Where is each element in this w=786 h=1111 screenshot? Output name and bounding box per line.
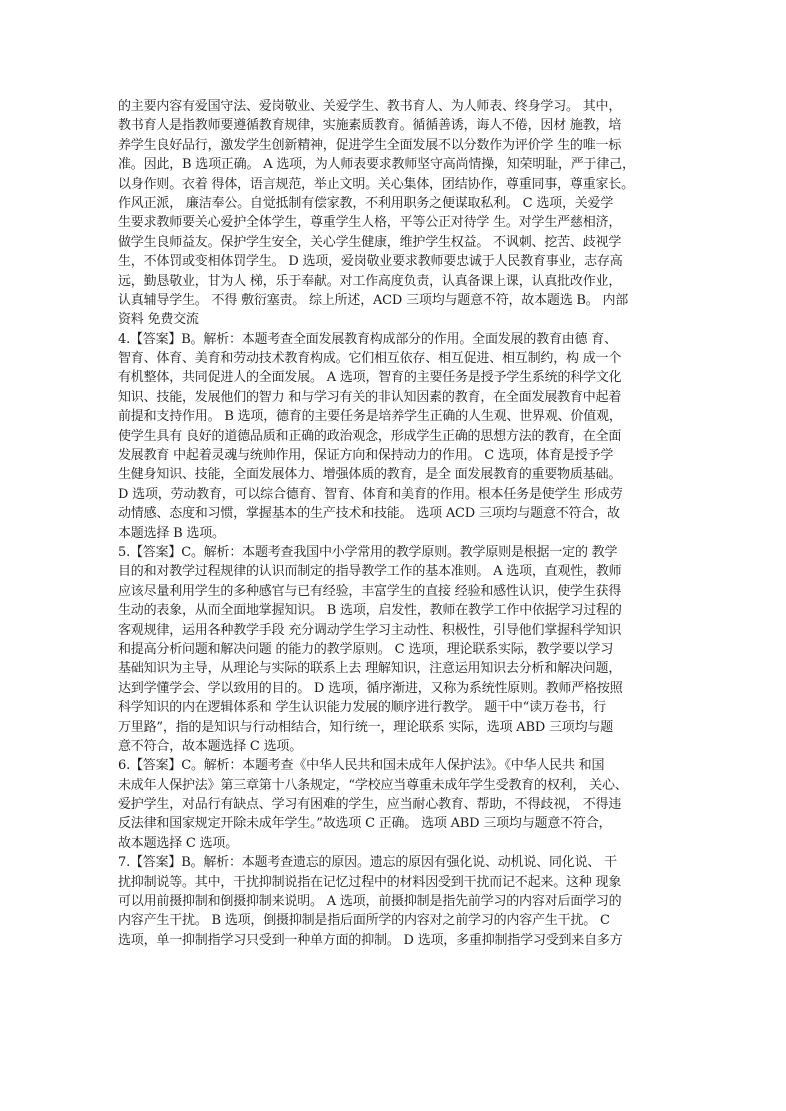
text-line: 生，不体罚或变相体罚学生。 D 选项，爱岗敬业要求教师要忠诚于人民教育事业，志存高 (118, 254, 623, 270)
text-line: 6.【答案】C。解析：本题考查《中华人民共和国未成年人保护法》。《中华人民共 和国 (118, 758, 605, 774)
text-line: 以身作则。衣着 得体，语言规范，举止文明。关心集体，团结协作，尊重同事，尊重家长。 (118, 176, 634, 192)
text-line: 使学生具有 良好的道德品质和正确的政治观念，形成学生正确的思想方法的教育，在全面 (118, 428, 622, 444)
text-line: 本题选择 B 选项。 (118, 525, 225, 541)
text-line: 4.【答案】B。解析：本题考查全面发展教育构成部分的作用。全面发展的教育由德 育、 (118, 331, 617, 347)
document-page (118, 97, 678, 950)
text-line: 动情感、态度和习惯，掌握基本的生产技术和技能。 选项 ACD 三项均与题意不符合，故 (118, 506, 620, 522)
text-line: 爱护学生，对品行有缺点、学习有困难的学生，应当耐心教育、帮助，不得歧视， 不得违 (118, 797, 622, 813)
text-line: 达到学懂学会、学以致用的目的。 D 选项，循序渐进，又称为系统性原则。教师严格按照 (118, 680, 623, 696)
text-line: 远，勤恳敬业，甘为人 梯，乐于奉献。对工作高度负责，认真备课上课，认真批改作业， (118, 273, 622, 289)
text-line: 教书育人是指教师要遵循教育规律，实施素质教育。循循善诱，诲人不倦，因材 施教，培 (118, 118, 622, 134)
text-line: 和提高分析问题和解决问题 的能力的教学原则。 C 选项，理论联系实际，教学要以学习 (118, 641, 614, 657)
text-line: 生动的表象，从而全面地掌握知识。 B 选项，启发性，教师在教学工作中依据学习过程的 (118, 603, 622, 619)
text-line: 发展教育 中起着灵魂与统帅作用，保证方向和保持动力的作用。 C 选项，体育是授予学 (118, 448, 614, 464)
text-line: 扰抑制说等。其中，干扰抑制说指在记忆过程中的材料因受到干扰而记不起来。这种 现象 (118, 874, 622, 890)
text-line: 准。因此，B 选项正确。 A 选项，为人师表要求教师坚守高尚情操，知荣明耻，严于律己， (118, 157, 635, 173)
text-line: 知识、技能，发展他们的智力 和与学习有关的非认知因素的教育，在全面发展教育中起着 (118, 389, 622, 405)
text-line: 认真辅导学生。 不得 敷衍塞责。 综上所述，ACD 三项均与题意不符，故本题选 B。 内部 (118, 292, 629, 308)
text-line: 可以用前摄抑制和倒摄抑制来说明。 A 选项，前摄抑制是指先前学习的内容对后面学习的 (118, 894, 622, 910)
text-line: 应该尽量利用学生的多种感官与已有经验，丰富学生的直接 经验和感性认识，使学生获得 (118, 583, 622, 599)
text-line: 客观规律，运用各种教学手段 充分调动学生学习主动性、积极性，引导他们掌握科学知识 (118, 622, 622, 638)
text-line: 智育、体育、美育和劳动技术教育构成。它们相互依存、相互促进、相互制约，构 成一个 (118, 351, 622, 367)
text-line: 做学生良师益友。保护学生安全，关心学生健康，维护学生权益。 不讽刺、挖苦、歧视学 (118, 234, 622, 250)
text-line: 作风正派， 廉洁奉公。自觉抵制有偿家教，不利用职务之便谋取私利。 C 选项，关爱学 (118, 195, 614, 211)
text-line: 意不符合，故本题选择 C 选项。 (118, 738, 303, 754)
text-line: 生健身知识、技能，全面发展体力、增强体质的教育，是全 面发展教育的重要物质基础。 (118, 467, 622, 483)
text-line: 内容产生干扰。 B 选项，倒摄抑制是指后面所学的内容对之前学习的内容产生干扰。 C (118, 913, 610, 929)
text-line: 生要求教师要关心爱护全体学生，尊重学生人格，平等公正对待学 生。对学生严慈相济， (118, 215, 622, 231)
text-line: 科学知识的内在逻辑体系和 学生认识能力发展的顺序进行教学。 题干中“读万卷书，行 (118, 700, 606, 716)
text-line: 未成年人保护法》第三章第十八条规定，“学校应当尊重未成年学生受教育的权利， 关心、 (118, 777, 628, 793)
text-line: 万里路”，指的是知识与行动相结合，知行统一，理论联系 实际，选项 ABD 三项均与题 (118, 719, 614, 735)
text-line: 有机整体，共同促进人的全面发展。 A 选项，智育的主要任务是授予学生系统的科学文化 (118, 370, 622, 386)
text-line: D 选项，劳动教育，可以综合德育、智育、体育和美育的作用。根本任务是使学生 形成劳 (118, 486, 623, 502)
text-line: 的主要内容有爱国守法、爱岗敬业、关爱学生、教书育人、为人师表、终身学习。 其中， (118, 99, 622, 114)
text-line: 5.【答案】C。解析：本题考查我国中小学常用的教学原则。教学原则是根据一定的 教学 (118, 544, 618, 560)
text-line: 前提和支持作用。 B 选项，德育的主要任务是培养学生正确的人生观、世界观、价值观， (118, 409, 622, 425)
text-line: 基础知识为主导，从理论与实际的联系上去 理解知识，注意运用知识去分析和解决问题， (118, 661, 622, 677)
text-line: 养学生良好品行，激发学生创新精神，促进学生全面发展不以分数作为评价学 生的唯一标 (118, 137, 622, 153)
text-line: 反法律和国家规定开除未成年学生。”故选项 C 正确。 选项 ABD 三项均与题意不符合， (118, 816, 612, 832)
text-line: 7.【答案】B。解析：本题考查遗忘的原因。遗忘的原因有强化说、动机说、同化说、 干 (118, 855, 617, 871)
text-line: 故本题选择 C 选项。 (118, 835, 239, 851)
text-line: 目的和对教学过程规律的认识而制定的指导教学工作的基本准则。 A 选项，直观性，教师 (118, 564, 622, 580)
text-line: 资料 免费交流 (118, 312, 199, 328)
text-line: 选项，单一抑制指学习只受到一种单方面的抑制。 D 选项，多重抑制指学习受到来自多方 (118, 932, 623, 948)
